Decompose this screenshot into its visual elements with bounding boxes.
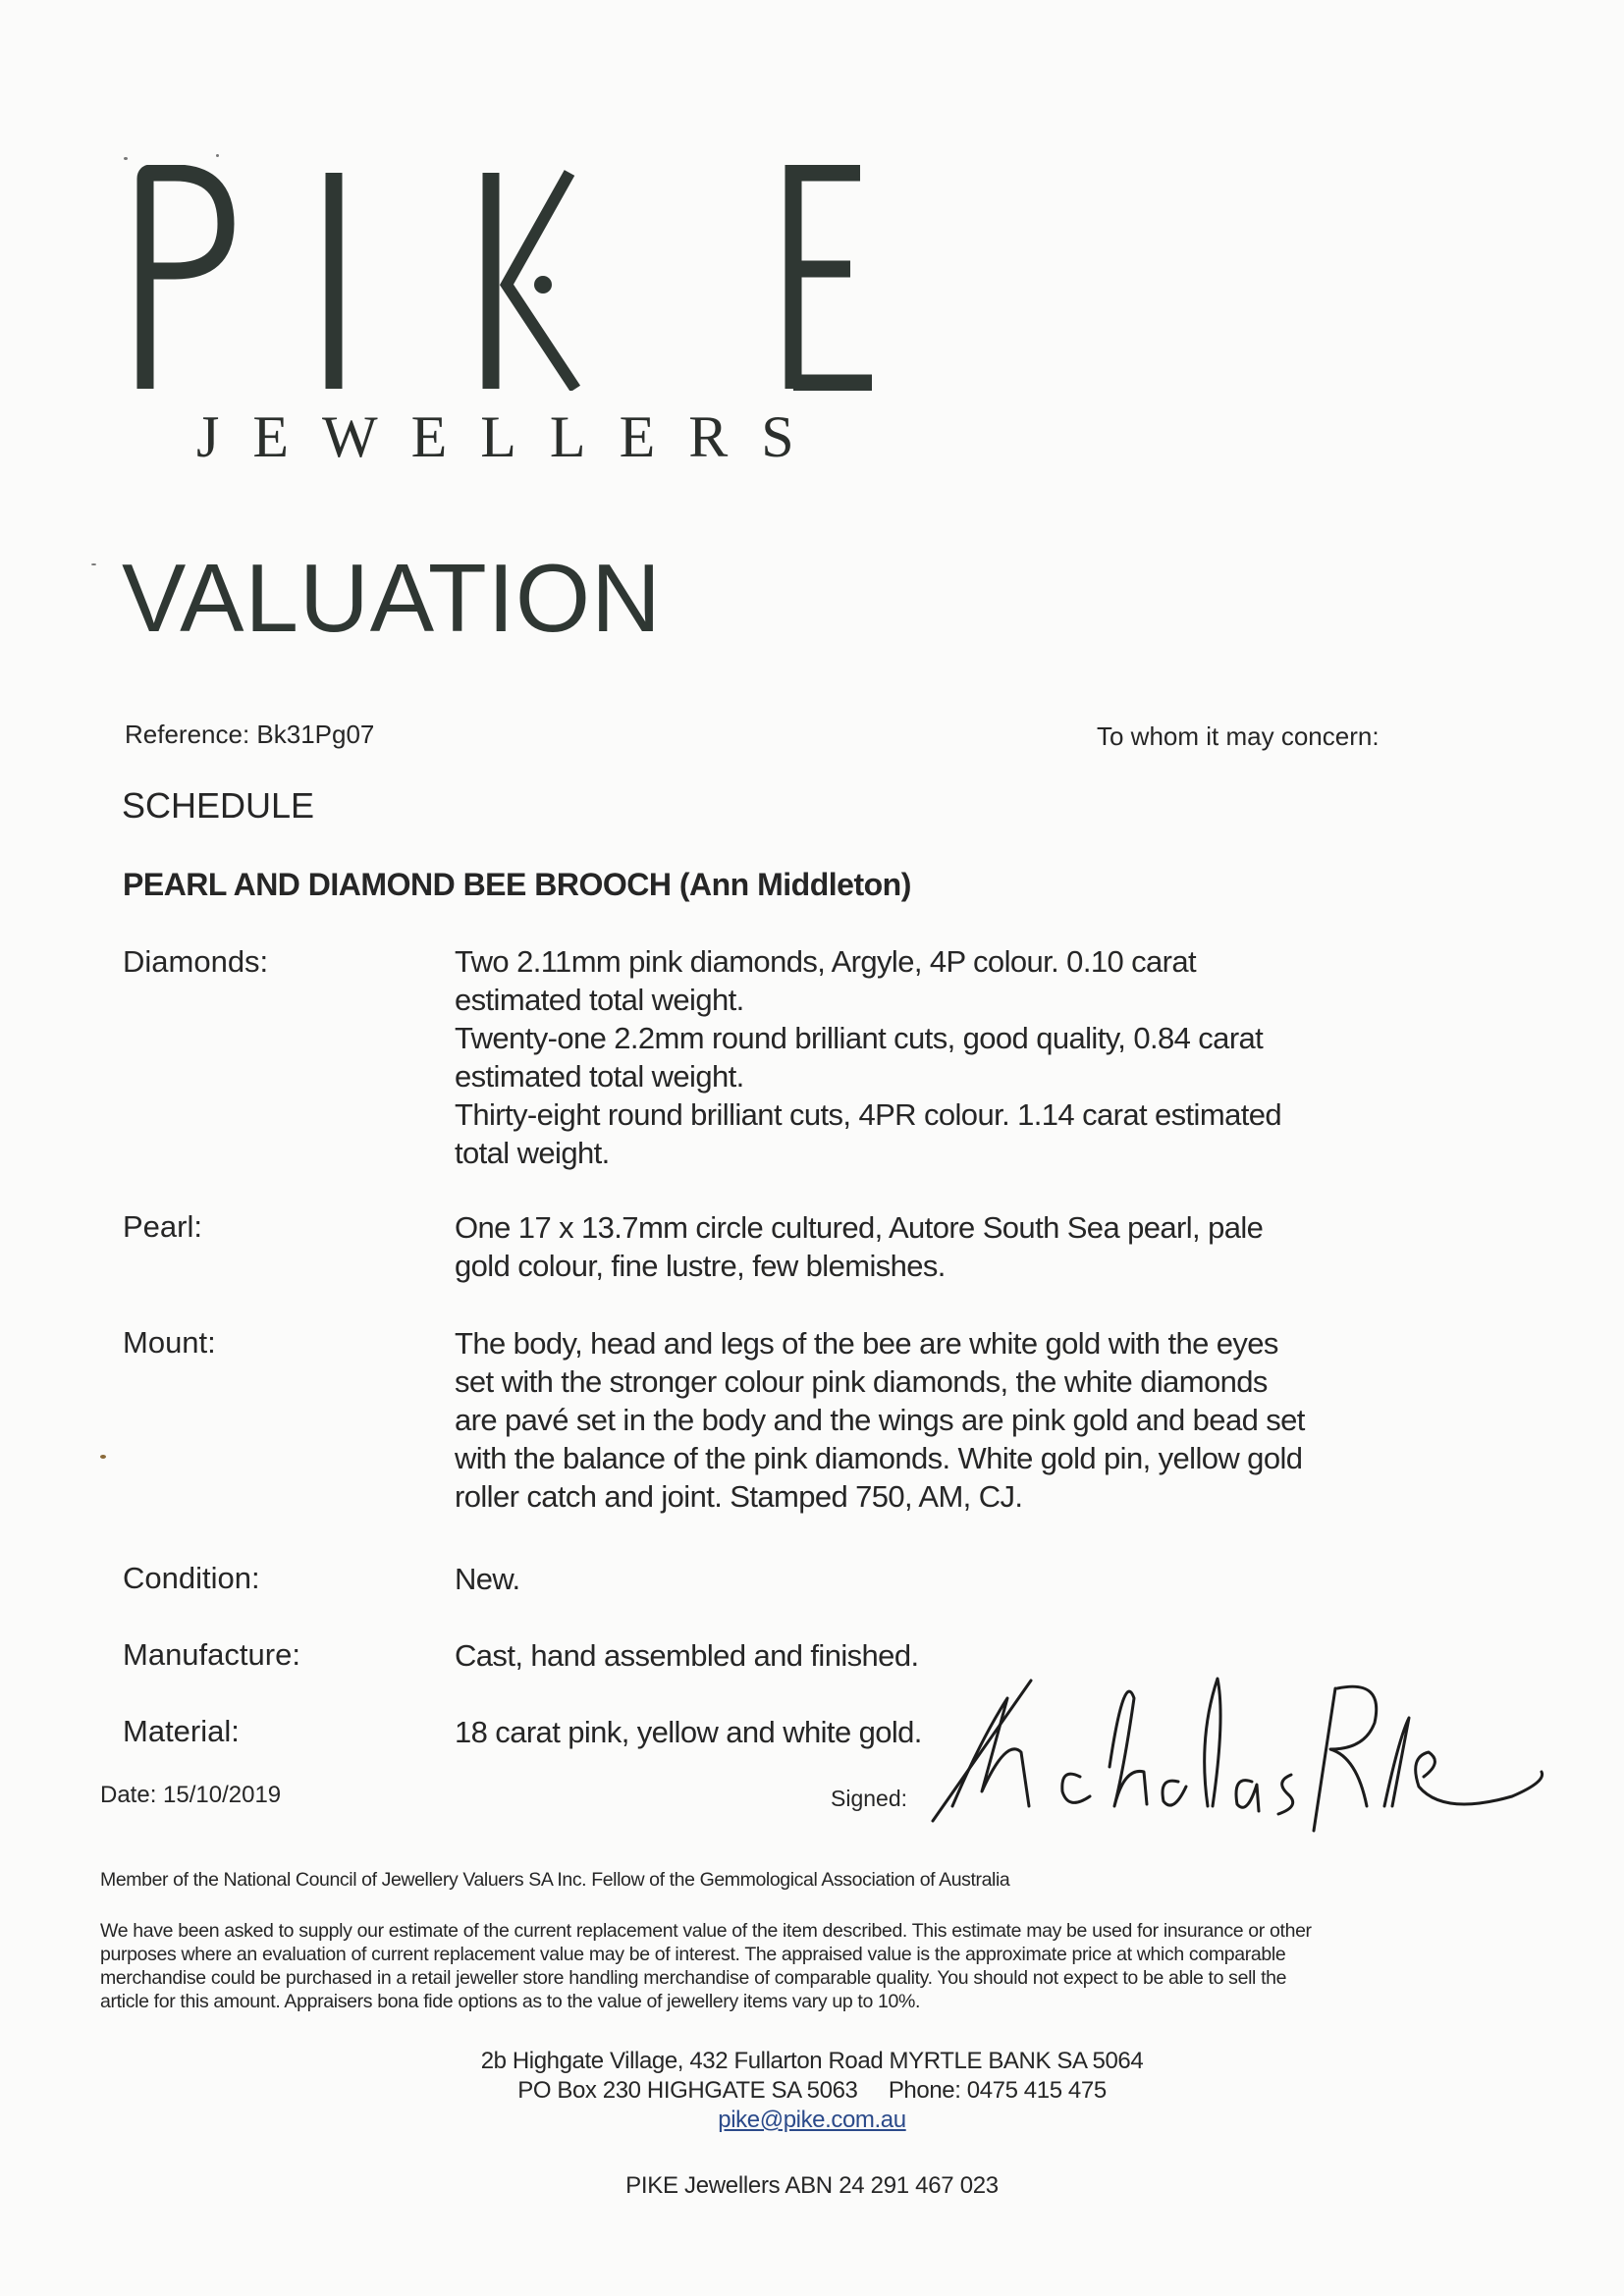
logo-subtitle: JEWELLERS — [196, 404, 828, 469]
reference-number: Reference: Bk31Pg07 — [125, 720, 375, 749]
value-diamonds — [455, 942, 1436, 1172]
value-line: total weight. — [455, 1136, 610, 1170]
value-line: estimated total weight. — [455, 1059, 744, 1094]
address-line-1: 2b Highgate Village, 432 Fullarton Road MYRTLE BANK SA 5064 — [480, 2048, 1144, 2074]
item-title: PEARL AND DIAMOND BEE BROOCH (Ann Middleton) — [123, 867, 911, 902]
disclaimer-line: merchandise could be purchased in a retail jeweller store handling merchandise of comparable quality. You should not expect to be able to sell the — [100, 1967, 1287, 1989]
handwritten-signature — [913, 1659, 1551, 1845]
scan-speck — [124, 157, 128, 160]
value-line: gold colour, fine lustre, few blemishes. — [455, 1249, 946, 1283]
label-manufacture: Manufacture: — [123, 1637, 300, 1672]
scan-speck — [216, 154, 219, 157]
valuation-disclaimer — [100, 1919, 1514, 2013]
label-material: Material: — [123, 1714, 240, 1748]
disclaimer-line: purposes where an evaluation of current replacement value may be of interest. The appraised value is the approximate price at which comparable — [100, 1944, 1286, 1965]
value-manufacture: Cast, hand assembled and finished. — [455, 1638, 919, 1673]
value-line: Thirty-eight round brilliant cuts, 4PR colour. 1.14 carat estimated — [455, 1097, 1281, 1132]
schedule-heading: SCHEDULE — [122, 785, 315, 826]
value-line: Twenty-one 2.2mm round brilliant cuts, good quality, 0.84 carat — [455, 1021, 1264, 1055]
label-diamonds: Diamonds: — [123, 944, 269, 979]
logo-dot-icon — [534, 276, 552, 294]
valuation-date: Date: 15/10/2019 — [100, 1782, 282, 1808]
value-line: are pavé set in the body and the wings are pink gold and bead set — [455, 1403, 1305, 1437]
disclaimer-line: article for this amount. Appraisers bona fide options as to the value of jewellery items vary up to 10%. — [100, 1991, 921, 2012]
email-link[interactable]: pike@pike.com.au — [718, 2107, 906, 2133]
label-pearl: Pearl: — [123, 1209, 202, 1244]
page-title: VALUATION — [122, 544, 662, 652]
value-line: set with the stronger colour pink diamonds, the white diamonds — [455, 1364, 1268, 1399]
disclaimer-line: We have been asked to supply our estimate of the current replacement value of the item described. This estimate may be used for insurance or other — [100, 1920, 1312, 1942]
value-line: with the balance of the pink diamonds. White gold pin, yellow gold — [455, 1441, 1303, 1475]
value-mount — [455, 1324, 1436, 1516]
scan-speck — [100, 1455, 106, 1459]
label-condition: Condition: — [123, 1561, 260, 1595]
value-line: The body, head and legs of the bee are white gold with the eyes — [455, 1326, 1278, 1361]
value-line: One 17 x 13.7mm circle cultured, Autore South Sea pearl, pale — [455, 1210, 1264, 1245]
value-line: roller catch and joint. Stamped 750, AM, CJ. — [455, 1479, 1023, 1514]
value-line: Two 2.11mm pink diamonds, Argyle, 4P colour. 0.10 carat — [455, 944, 1197, 979]
value-condition: New. — [455, 1562, 520, 1596]
membership-statement: Member of the National Council of Jewellery Valuers SA Inc. Fellow of the Gemmological Association of Australia — [100, 1869, 1010, 1891]
signed-label: Signed: — [831, 1786, 908, 1811]
value-pearl — [455, 1208, 1436, 1285]
abn-number: PIKE Jewellers ABN 24 291 467 023 — [625, 2172, 999, 2199]
label-mount: Mount: — [123, 1325, 216, 1360]
scan-speck — [91, 563, 96, 565]
value-line: estimated total weight. — [455, 983, 744, 1017]
business-address — [0, 2047, 1624, 2135]
value-material: 18 carat pink, yellow and white gold. — [455, 1715, 922, 1749]
pike-logo — [116, 165, 921, 391]
salutation: To whom it may concern: — [1097, 721, 1380, 751]
address-line-2: PO Box 230 HIGHGATE SA 5063 Phone: 0475 415 475 — [517, 2077, 1107, 2104]
